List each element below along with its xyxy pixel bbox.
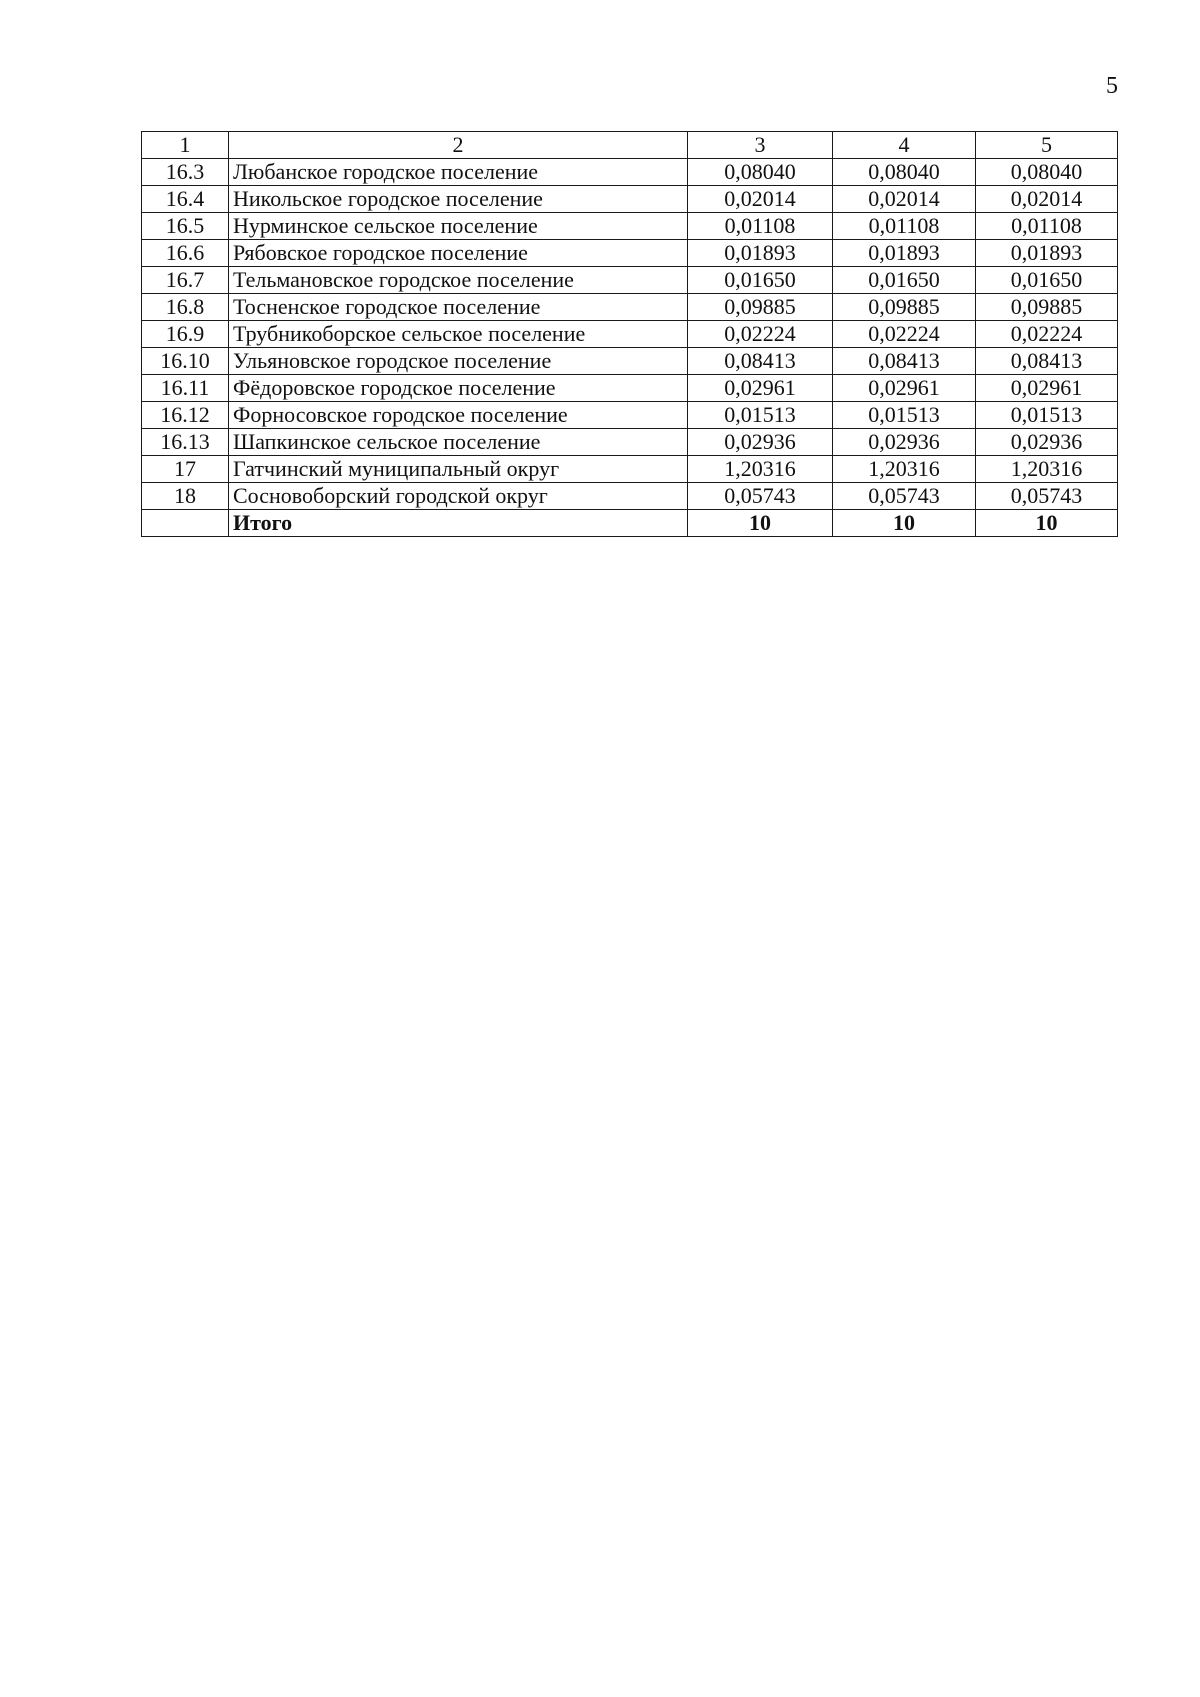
row-value-col5: 0,05743 [976,483,1118,510]
data-table [141,131,1118,537]
column-header: 3 [688,132,833,159]
table-row [142,375,1118,402]
row-value-col4: 0,08040 [833,159,976,186]
table-row [142,213,1118,240]
row-name: Гатчинский муниципальный округ [229,456,688,483]
row-value-col4: 0,09885 [833,294,976,321]
row-name: Сосновоборский городской округ [229,483,688,510]
row-value-col5: 0,01108 [976,213,1118,240]
row-name: Тосненское городское поселение [229,294,688,321]
table-row [142,159,1118,186]
row-index: 16.5 [142,213,229,240]
row-value-col4: 0,05743 [833,483,976,510]
table-row [142,321,1118,348]
table-row [142,456,1118,483]
row-index: 16.8 [142,294,229,321]
row-value-col5: 0,01650 [976,267,1118,294]
row-name: Тельмановское городское поселение [229,267,688,294]
row-name: Форносовское городское поселение [229,402,688,429]
column-header: 2 [229,132,688,159]
row-value-col3: 1,20316 [688,456,833,483]
row-value-col4: 0,02224 [833,321,976,348]
row-value-col5: 0,02224 [976,321,1118,348]
row-index: 16.7 [142,267,229,294]
row-name: Шапкинское сельское поселение [229,429,688,456]
row-value-col4: 1,20316 [833,456,976,483]
row-value-col5: 0,09885 [976,294,1118,321]
table-row [142,348,1118,375]
row-value-col5: 0,08040 [976,159,1118,186]
row-value-col3: 0,05743 [688,483,833,510]
row-index: 16.4 [142,186,229,213]
row-name: Ульяновское городское поселение [229,348,688,375]
row-value-col3: 0,01108 [688,213,833,240]
row-index: 16.6 [142,240,229,267]
row-value-col5: 0,01513 [976,402,1118,429]
column-header: 1 [142,132,229,159]
row-value-col5: 0,08413 [976,348,1118,375]
column-header: 4 [833,132,976,159]
row-value-col4: 0,01650 [833,267,976,294]
row-value-col4: 0,02961 [833,375,976,402]
row-name: Любанское городское поселение [229,159,688,186]
table-row [142,402,1118,429]
row-name: Никольское городское поселение [229,186,688,213]
table-row [142,186,1118,213]
table-header-row [142,132,1118,159]
row-value-col3: 0,02224 [688,321,833,348]
row-index: 16.12 [142,402,229,429]
row-value-col5: 0,02961 [976,375,1118,402]
row-value-col3: 0,01893 [688,240,833,267]
row-value-col5: 0,02936 [976,429,1118,456]
row-value-col4: 0,02936 [833,429,976,456]
row-value-col3: 0,09885 [688,294,833,321]
row-value-col3: 0,01513 [688,402,833,429]
row-value-col3: 0,08413 [688,348,833,375]
row-value-col4: 0,08413 [833,348,976,375]
row-value-col5: 0,02014 [976,186,1118,213]
row-value-col3: 0,02936 [688,429,833,456]
row-value-col3: 0,01650 [688,267,833,294]
total-value-col3: 10 [688,510,833,537]
total-index [142,510,229,537]
row-value-col4: 0,01108 [833,213,976,240]
row-index: 18 [142,483,229,510]
row-index: 16.10 [142,348,229,375]
table-row [142,294,1118,321]
row-name: Нурминское сельское поселение [229,213,688,240]
total-label: Итого [229,510,688,537]
table-row [142,483,1118,510]
row-index: 17 [142,456,229,483]
table-row [142,240,1118,267]
row-name: Фёдоровское городское поселение [229,375,688,402]
total-value-col5: 10 [976,510,1118,537]
row-name: Рябовское городское поселение [229,240,688,267]
row-name: Трубникоборское сельское поселение [229,321,688,348]
total-value-col4: 10 [833,510,976,537]
row-value-col4: 0,01893 [833,240,976,267]
row-index: 16.13 [142,429,229,456]
table-total-row [142,510,1118,537]
column-header: 5 [976,132,1118,159]
page-number: 5 [1106,73,1118,99]
table-row [142,429,1118,456]
row-value-col4: 0,01513 [833,402,976,429]
row-value-col3: 0,02014 [688,186,833,213]
row-index: 16.3 [142,159,229,186]
row-index: 16.9 [142,321,229,348]
row-value-col5: 1,20316 [976,456,1118,483]
row-value-col3: 0,08040 [688,159,833,186]
row-index: 16.11 [142,375,229,402]
row-value-col4: 0,02014 [833,186,976,213]
row-value-col3: 0,02961 [688,375,833,402]
row-value-col5: 0,01893 [976,240,1118,267]
table-row [142,267,1118,294]
